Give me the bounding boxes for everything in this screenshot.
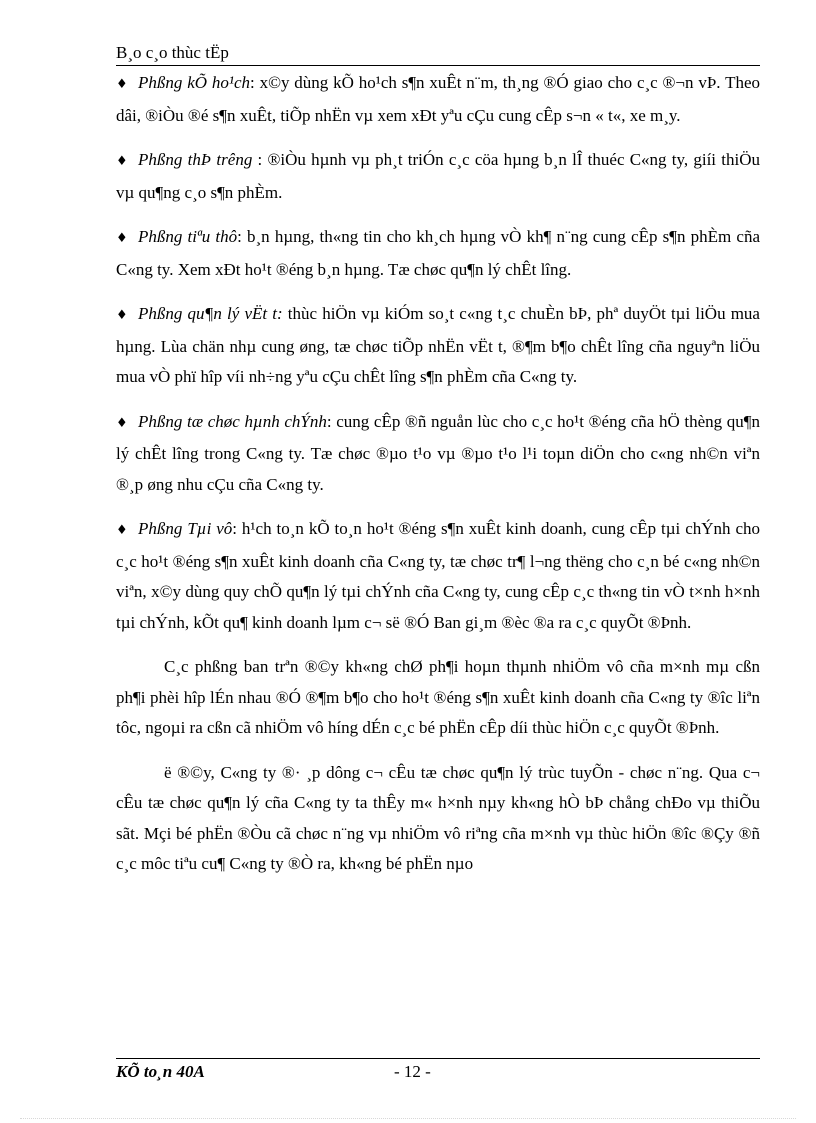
- section-text: : x©y dùng kÕ ho¹ch s¶n xuÊt n¨m, th¸ng ®Ó giao cho c¸c ®¬n vÞ. Theo dâi, ®iÒu ®é s¶n xuÊt, tiÕp nhËn vµ xem xÐt yªu cÇu cung cÊp s¬n « t«, xe m¸y.: [116, 73, 761, 125]
- section-lead: Phßng tiªu thô: [138, 227, 238, 246]
- section-text: : b¸n hµng, th«ng tin cho kh¸ch hµng vÒ kh¶ n¨ng cung cÊp s¶n phÈm cña C«ng ty. Xem xÐt ho¹t ®éng b¸n hµng. Tæ chøc qu¶n lý chÊt lîng.: [116, 227, 760, 279]
- section-text: : cung cÊp ®ñ nguån lùc cho c¸c ho¹t ®éng cña hÖ thèng qu¶n lý chÊt lîng trong C«ng ty. Tæ chøc ®µo t¹o vµ ®µo t¹o l¹i toµn diÖn cho c«ng nh©n viªn ®¸p øng nhu cÇu cña C«ng ty.: [116, 411, 760, 494]
- section-text: : ®iÒu hµnh vµ ph¸t triÓn c¸c cöa hµng b¸n lÎ thuéc C«ng ty, giíi thiÖu vµ qu¶ng c¸o s¶n phÈm.: [116, 150, 760, 202]
- footer-class-label: KÕ to¸n 40A: [116, 1062, 205, 1081]
- diamond-bullet-icon: ♦: [116, 415, 128, 431]
- page-number: - 12 -: [394, 1062, 431, 1081]
- section-lead: Phßng qu¶n lý vËt t:: [138, 304, 283, 323]
- section-lead: Phßng kÕ ho¹ch: [138, 73, 251, 92]
- header-title: B¸o c¸o thùc tËp: [116, 43, 229, 62]
- section-materials: [116, 299, 760, 393]
- section-lead: Phßng tæ chøc hµnh chÝnh: [138, 411, 327, 431]
- diamond-bullet-icon: ♦: [116, 308, 128, 323]
- section-market: [116, 145, 760, 208]
- body-paragraph: C¸c phßng ban trªn ®©y kh«ng chØ ph¶i hoµn thµnh nhiÖm vô cña m×nh mµ cßn ph¶i phèi hîp lÉn nhau ®Ó ®¶m b¶o cho ho¹t ®éng s¶n xuÊt kinh doanh cña C«ng ty ®îc liªn tôc, ngoµi ra cßn cã nhiÖm vô híng dÉn c¸c bé phËn cÊp díi thùc hiÖn c¸c quyÕt ®Þnh.: [116, 657, 760, 737]
- diamond-bullet-icon: ♦: [116, 154, 128, 169]
- section-sales: [116, 222, 760, 285]
- document-body: [116, 68, 760, 880]
- diamond-bullet-icon: ♦: [116, 523, 128, 538]
- section-text: thùc hiÖn vµ kiÓm so¸t c«ng t¸c chuÈn bÞ, phª duyÖt tµi liÖu mua hµng. Lùa chän nhµ cung øng, tæ chøc tiÕp nhËn vËt t, ®¶m b¶o chÊt lîng cña nguyªn liÖu mua vÒ phï hîp víi nh÷ng yªu cÇu chÊt lîng s¶n phÈm cña C«ng ty.: [116, 304, 760, 386]
- diamond-bullet-icon: ♦: [116, 77, 128, 92]
- page-break-divider: [20, 1118, 796, 1119]
- diamond-bullet-icon: ♦: [116, 231, 128, 246]
- section-planning: [116, 68, 760, 131]
- section-finance: [116, 514, 760, 638]
- section-lead: Phßng Tµi vô: [138, 519, 233, 538]
- body-paragraph: ë ®©y, C«ng ty ®· ¸p dông c¬ cÊu tæ chøc qu¶n lý trùc tuyÕn - chøc n¨ng. Qua c¬ cÊu tæ chøc qu¶n lý cña C«ng ty ta thÊy m« h×nh nµy kh«ng hÒ bÞ chång chÐo vµ thiÕu sãt. Mçi bé phËn ®Òu cã chøc n¨ng vµ nhiÖm vô riªng cña m×nh vµ thùc hiÖn ®îc ®Çy ®ñ c¸c môc tiªu cu¶ C«ng ty ®Ò ra, kh«ng bé phËn nµo: [116, 762, 760, 873]
- section-admin: [116, 407, 760, 501]
- page-header: [116, 42, 760, 66]
- section-lead: Phßng thÞ trêng: [138, 150, 253, 169]
- section-text: : h¹ch to¸n kÕ to¸n ho¹t ®éng s¶n xuÊt kinh doanh, cung cÊp tµi chÝnh cho c¸c ho¹t ®éng s¶n xuÊt kinh doanh cña C«ng ty, tæ chøc tr¶ l¬ng thëng cho c¸n bé c«ng nh©n viªn, x©y dùng quy chÕ qu¶n lý tµi chÝnh cña C«ng ty, cung cÊp c¸c th«ng tin vÒ t×nh h×nh tµi chÝnh, kÕt qu¶ kinh doanh lµm c¬ së ®Ó Ban gi¸m ®èc ®a ra c¸c quyÕt ®Þnh.: [116, 519, 760, 632]
- footer-divider: [116, 1058, 760, 1059]
